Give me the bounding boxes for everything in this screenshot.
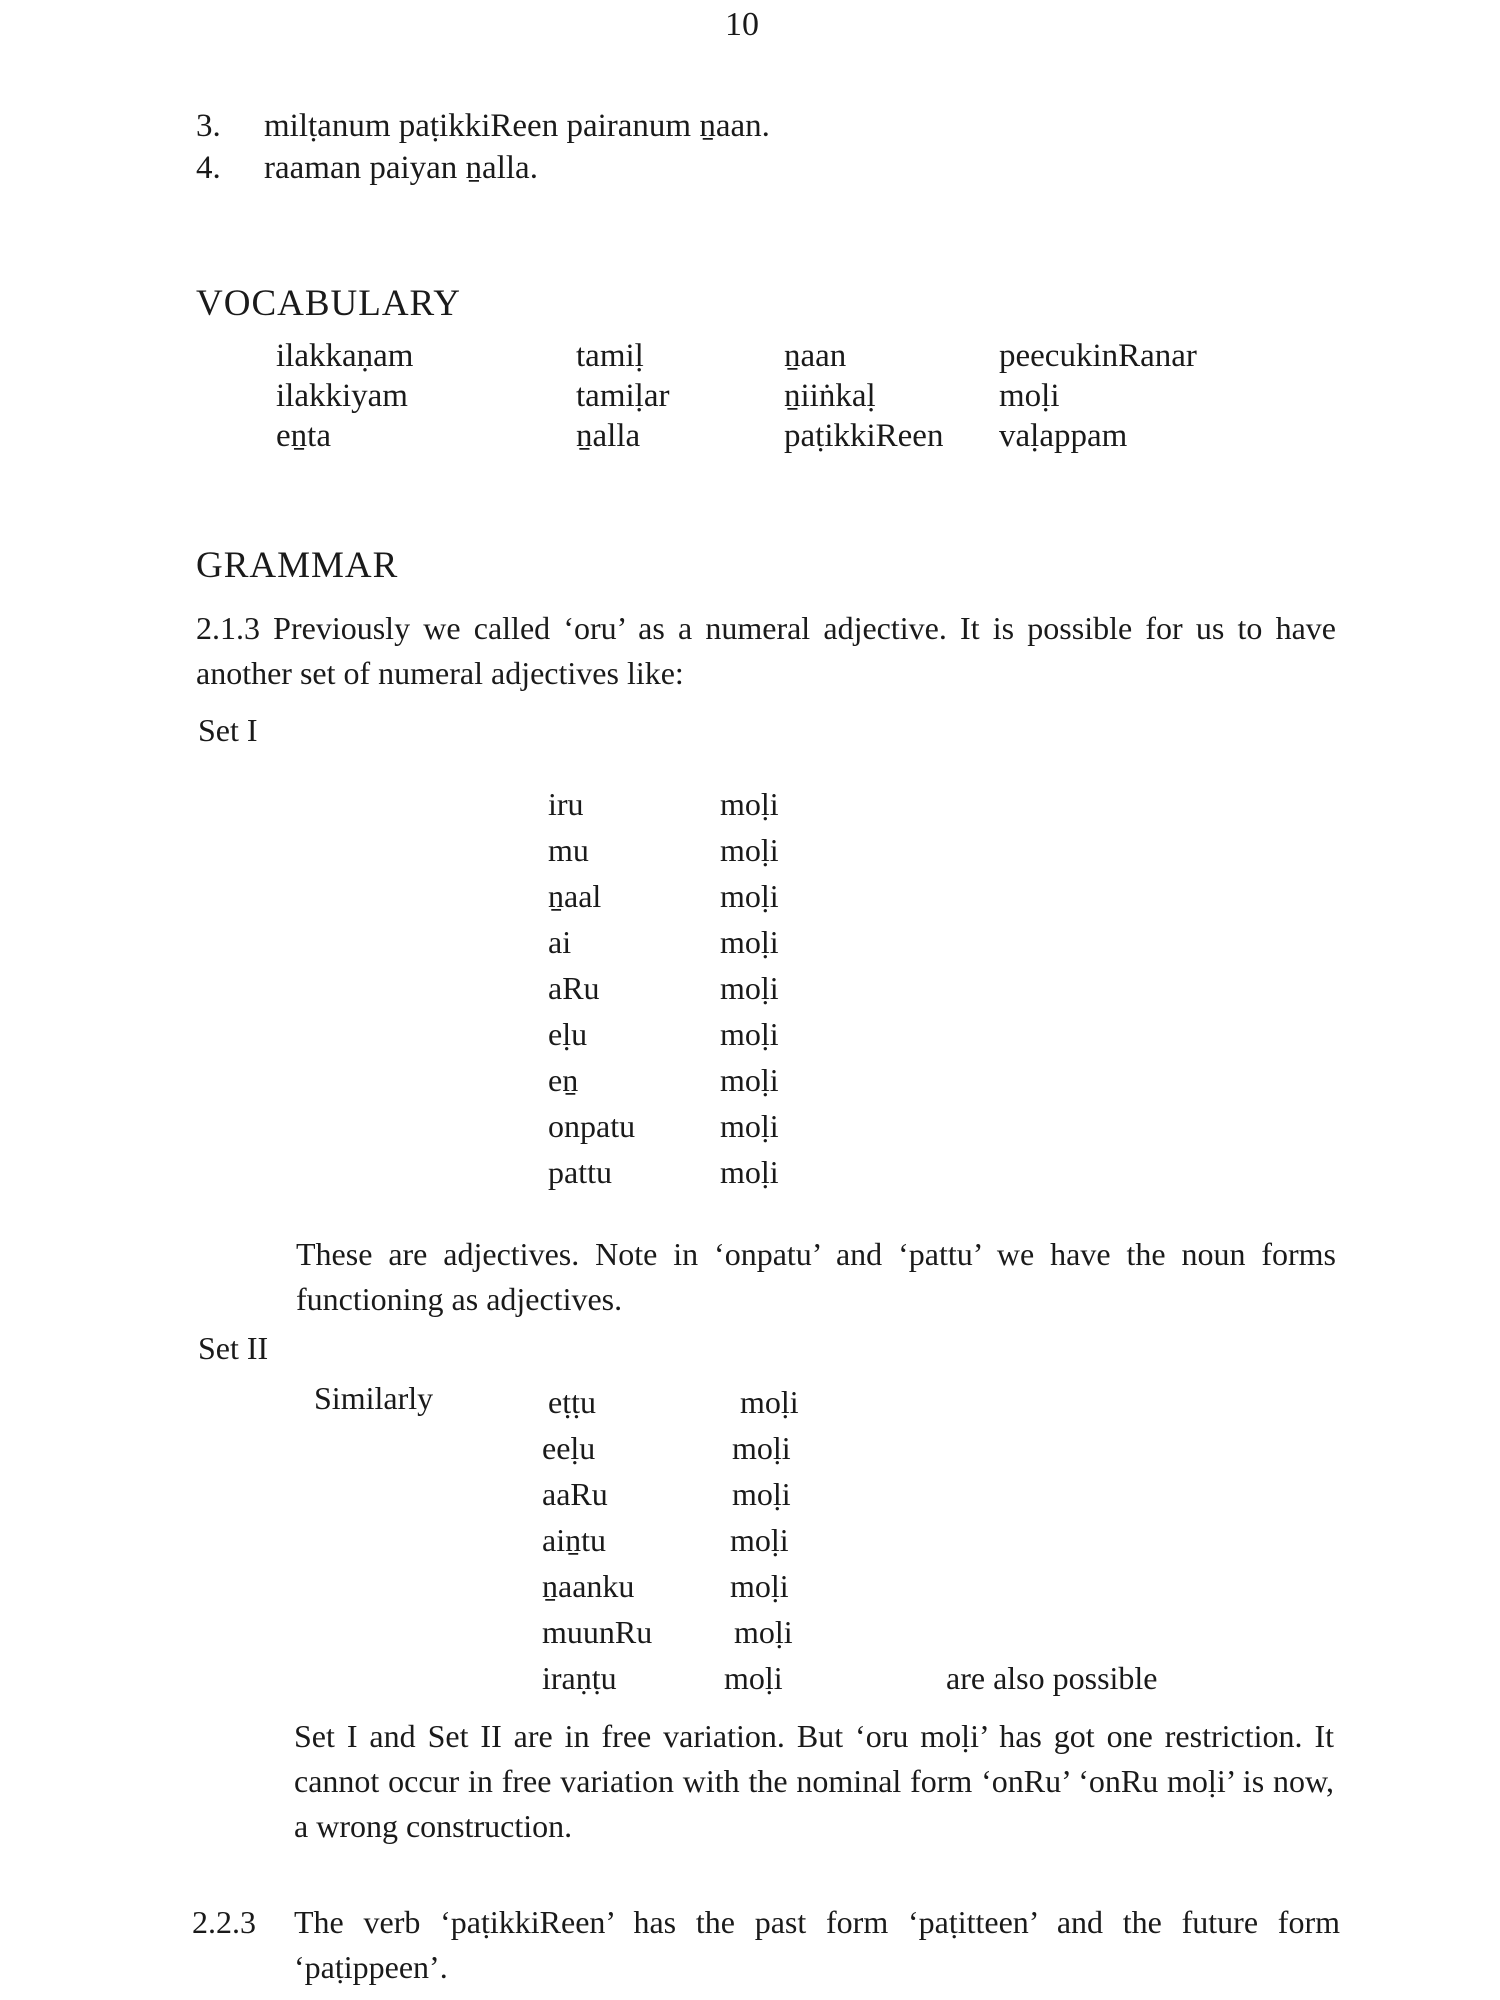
table-row xyxy=(548,832,1148,878)
set-2-intro: Similarly xyxy=(314,1380,434,1416)
vocabulary-table xyxy=(276,338,1276,468)
vocab-word: ilakkiyam xyxy=(276,378,408,414)
paragraph-3-number: 2.2.3 xyxy=(192,1904,256,1940)
grammar-paragraph-1: 2.1.3 Previously we called ‘oru’ as a numeral adjective. It is possible for us to have another set of numeral adjectives like: xyxy=(196,610,1336,691)
vocab-word: vaḷappam xyxy=(999,418,1128,454)
numeral-word: mu xyxy=(548,832,589,868)
table-row xyxy=(548,1154,1148,1200)
table-row xyxy=(548,1016,1148,1062)
table-row xyxy=(548,970,1148,1016)
table-row xyxy=(542,1522,1242,1568)
noun-word: moḷi xyxy=(740,1384,799,1420)
set-1-label: Set I xyxy=(198,712,258,748)
table-row xyxy=(548,878,1148,924)
vocab-word: peecukinRanar xyxy=(999,338,1197,374)
page-number: 10 xyxy=(725,6,759,43)
example-text: raaman paiyan ṉalla. xyxy=(264,150,538,186)
set-1-note: These are adjectives. Note in ‘onpatu’ and ‘pattu’ we have the noun forms functioning as adjectives. xyxy=(296,1236,1336,1317)
numeral-word: ai xyxy=(548,924,572,960)
grammar-heading: GRAMMAR xyxy=(196,545,399,586)
noun-word: moḷi xyxy=(720,1154,779,1190)
numeral-word: pattu xyxy=(548,1154,612,1190)
numeral-word: aiṉtu xyxy=(542,1522,606,1558)
grammar-paragraph-2: Set I and Set II are in free variation. But ‘oru moḷi’ has got one restriction. It cannot occur in free variation with the nominal form ‘onRu’ ‘onRu moḷi’ is now, a wrong construction. xyxy=(294,1718,1334,1844)
noun-word: moḷi xyxy=(734,1614,793,1650)
numeral-word: ṉaanku xyxy=(542,1568,635,1604)
noun-word: moḷi xyxy=(724,1660,783,1696)
noun-word: moḷi xyxy=(720,878,779,914)
noun-word: moḷi xyxy=(720,832,779,868)
table-row xyxy=(548,786,1148,832)
numeral-word: aaRu xyxy=(542,1476,608,1512)
numeral-word: eṉ xyxy=(548,1062,579,1098)
example-number: 4. xyxy=(196,150,221,186)
numeral-word: muunRu xyxy=(542,1614,653,1650)
table-row xyxy=(542,1476,1242,1522)
noun-word: moḷi xyxy=(720,924,779,960)
table-row xyxy=(542,1614,1242,1660)
vocab-row xyxy=(276,418,1276,458)
table-row xyxy=(542,1430,1242,1476)
vocabulary-heading: VOCABULARY xyxy=(196,283,461,324)
table-row xyxy=(548,924,1148,970)
noun-word: moḷi xyxy=(720,786,779,822)
noun-word: moḷi xyxy=(730,1568,789,1604)
numeral-word: eḷu xyxy=(548,1016,588,1052)
vocab-word: eṉta xyxy=(276,418,331,454)
noun-word: moḷi xyxy=(730,1522,789,1558)
vocab-row xyxy=(276,338,1276,378)
vocab-word: paṭikkiReen xyxy=(784,418,944,454)
vocab-word: ṉaan xyxy=(784,338,847,374)
numeral-word: eṭṭu xyxy=(548,1384,596,1420)
numeral-word: eeḷu xyxy=(542,1430,596,1466)
numeral-word: onpatu xyxy=(548,1108,636,1144)
example-4 xyxy=(196,150,1096,190)
vocab-word: ilakkaṇam xyxy=(276,338,414,374)
numeral-word: iraṇṭu xyxy=(542,1660,617,1696)
table-row xyxy=(548,1108,1148,1154)
table-row xyxy=(542,1384,1242,1430)
numeral-word: ṉaal xyxy=(548,878,602,914)
example-number: 3. xyxy=(196,108,221,144)
noun-word: moḷi xyxy=(720,970,779,1006)
noun-word: moḷi xyxy=(720,1062,779,1098)
vocab-word: tamiḷ xyxy=(576,338,644,374)
vocab-word: ṉalla xyxy=(576,418,641,454)
noun-word: moḷi xyxy=(720,1108,779,1144)
vocab-word: moḷi xyxy=(999,378,1060,414)
example-3 xyxy=(196,108,1096,148)
grammar-paragraph-3: The verb ‘paṭikkiReen’ has the past form ‘paṭitteen’ and the future form ‘paṭippeen’. xyxy=(294,1904,1340,1985)
noun-word: moḷi xyxy=(732,1430,791,1466)
example-text: milṭanum paṭikkiReen pairanum ṉaan. xyxy=(264,108,770,144)
vocab-word: tamiḷar xyxy=(576,378,670,414)
set-2-suffix: are also possible xyxy=(946,1660,1158,1696)
noun-word: moḷi xyxy=(732,1476,791,1512)
set-2-table xyxy=(542,1384,1242,1714)
set-2-label: Set II xyxy=(198,1330,269,1366)
numeral-word: iru xyxy=(548,786,584,822)
table-row xyxy=(542,1568,1242,1614)
numeral-word: aRu xyxy=(548,970,600,1006)
set-1-table xyxy=(548,786,1148,1206)
vocab-row xyxy=(276,378,1276,418)
vocab-word: ṉiiṅkaḷ xyxy=(784,378,876,414)
noun-word: moḷi xyxy=(720,1016,779,1052)
table-row xyxy=(542,1660,1242,1706)
table-row xyxy=(548,1062,1148,1108)
